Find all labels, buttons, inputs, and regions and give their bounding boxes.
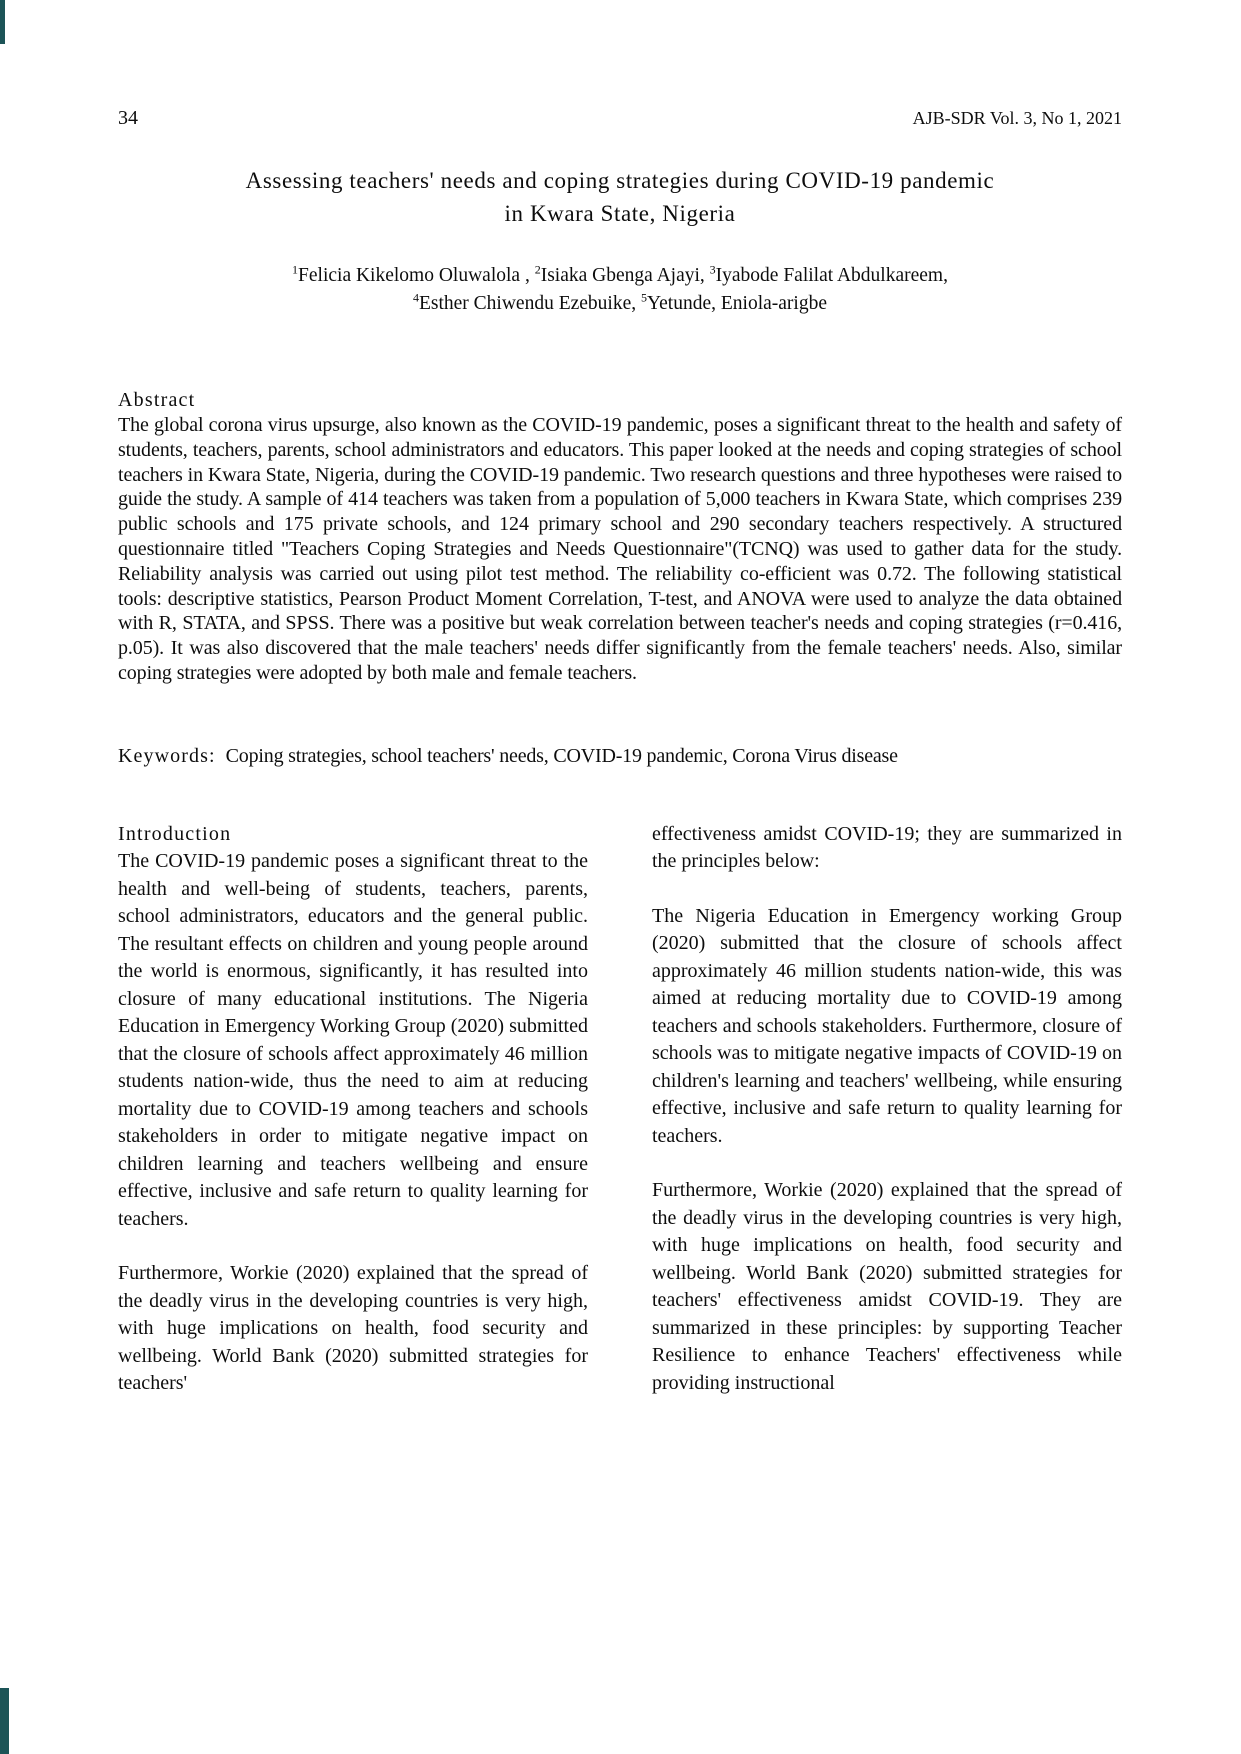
article-title-line2: in Kwara State, Nigeria <box>504 201 736 226</box>
article-title-line1: Assessing teachers' needs and coping strategies during COVID-19 pandemic <box>245 168 995 193</box>
scan-artifact-top-left <box>0 0 5 44</box>
body-columns <box>118 821 1122 1398</box>
author <box>292 262 530 286</box>
author-affiliation-mark: 1 <box>292 262 299 277</box>
author <box>641 290 827 314</box>
keywords-label: Keywords: <box>118 744 216 767</box>
author-name: Isiaka Gbenga Ajayi, <box>540 265 705 286</box>
author-affiliation-mark: 2 <box>534 262 541 277</box>
authors-line1 <box>118 262 1122 290</box>
scan-artifact-bottom-left <box>0 1688 9 1754</box>
keywords-text: Coping strategies, school teachers' needs, COVID-19 pandemic, Corona Virus disease <box>225 744 898 767</box>
author-name: Felicia Kikelomo Oluwalola , <box>298 265 530 286</box>
introduction-paragraph: The COVID-19 pandemic poses a significant threat to the health and well-being of students, teachers, parents, school administrators, educators and the general public. The resultant effects on children and young people around the world is enormous, significantly, it has resulted into closure of many educational institutions. The Nigeria Education in Emergency Working Group (2020) submitted that the closure of schools affect approximately 46 million students nation-wide, thus the need to aim at reducing mortality due to COVID-19 among teachers and schools stakeholders in order to mitigate negative impact on children learning and teachers wellbeing and ensure effective, inclusive and safe return to quality learning for teachers. <box>118 850 588 1230</box>
author-name: Esther Chiwendu Ezebuike, <box>418 293 637 314</box>
abstract-heading: Abstract <box>118 389 196 411</box>
keywords-line <box>118 744 1122 769</box>
right-column <box>652 821 1122 1398</box>
authors-block <box>118 262 1122 318</box>
introduction-paragraph: effectiveness amidst COVID-19; they are summarized in the principles below: <box>652 822 1122 873</box>
author <box>534 262 705 286</box>
author <box>709 262 948 286</box>
authors-line2 <box>118 290 1122 318</box>
author-affiliation-mark: 5 <box>641 290 648 305</box>
author-name: Yetunde, Eniola-arigbe <box>647 293 827 314</box>
abstract-section <box>118 388 1122 686</box>
author-affiliation-mark: 4 <box>412 290 419 305</box>
abstract-text: The global corona virus upsurge, also known as the COVID-19 pandemic, poses a significant threat to the health and safety of students, teachers, parents, school administrators and educators. This paper looked at the needs and coping strategies of school teachers in Kwara State, Nigeria, during the COVID-19 pandemic. Two research questions and three hypotheses were raised to guide the study. A sample of 414 teachers was taken from a population of 5,000 teachers in Kwara State, which comprises 239 public schools and 175 private schools, and 124 primary school and 290 secondary teachers respectively. A structured questionnaire titled "Teachers Coping Strategies and Needs Questionnaire"(TCNQ) was used to gather data for the study. Reliability analysis was carried out using pilot test method. The reliability co-efficient was 0.72. The following statistical tools: descriptive statistics, Pearson Product Moment Correlation, T-test, and ANOVA were used to analyze the data obtained with R, STATA, and SPSS. There was a positive but weak correlation between teacher's needs and coping strategies (r=0.416, p.05). It was also discovered that the male teachers' needs differ significantly from the female teachers' needs. Also, similar coping strategies were adopted by both male and female teachers. <box>118 414 1122 684</box>
author-affiliation-mark: 3 <box>709 262 716 277</box>
author <box>412 290 637 314</box>
author-name: Iyabode Falilat Abdulkareem, <box>715 265 948 286</box>
page-number: 34 <box>118 107 138 129</box>
article-title <box>118 164 1122 230</box>
introduction-paragraph: The Nigeria Education in Emergency working Group (2020) submitted that the closure of schools affect approximately 46 million students nation-wide, this was aimed at reducing mortality due to COVID-19 among teachers and schools stakeholders. Furthermore, closure of schools was to mitigate negative impacts of COVID-19 on children's learning and teachers' wellbeing, while ensuring effective, inclusive and safe return to quality learning for teachers. <box>652 904 1122 1147</box>
left-column <box>118 821 588 1398</box>
page-header <box>118 106 1122 130</box>
journal-reference: AJB-SDR Vol. 3, No 1, 2021 <box>912 108 1122 128</box>
introduction-paragraph: Furthermore, Workie (2020) explained that the spread of the deadly virus in the developing countries is very high, with huge implications on health, food security and wellbeing. World Bank (2020) submitted strategies for teachers' <box>118 1262 588 1395</box>
introduction-paragraph: Furthermore, Workie (2020) explained that the spread of the deadly virus in the developing countries is very high, with huge implications on health, food security and wellbeing. World Bank (2020) submitted strategies for teachers' effectiveness amidst COVID-19. They are summarized in these principles: by supporting Teacher Resilience to enhance Teachers' effectiveness while providing instructional <box>652 1179 1122 1394</box>
introduction-heading: Introduction <box>118 822 232 845</box>
